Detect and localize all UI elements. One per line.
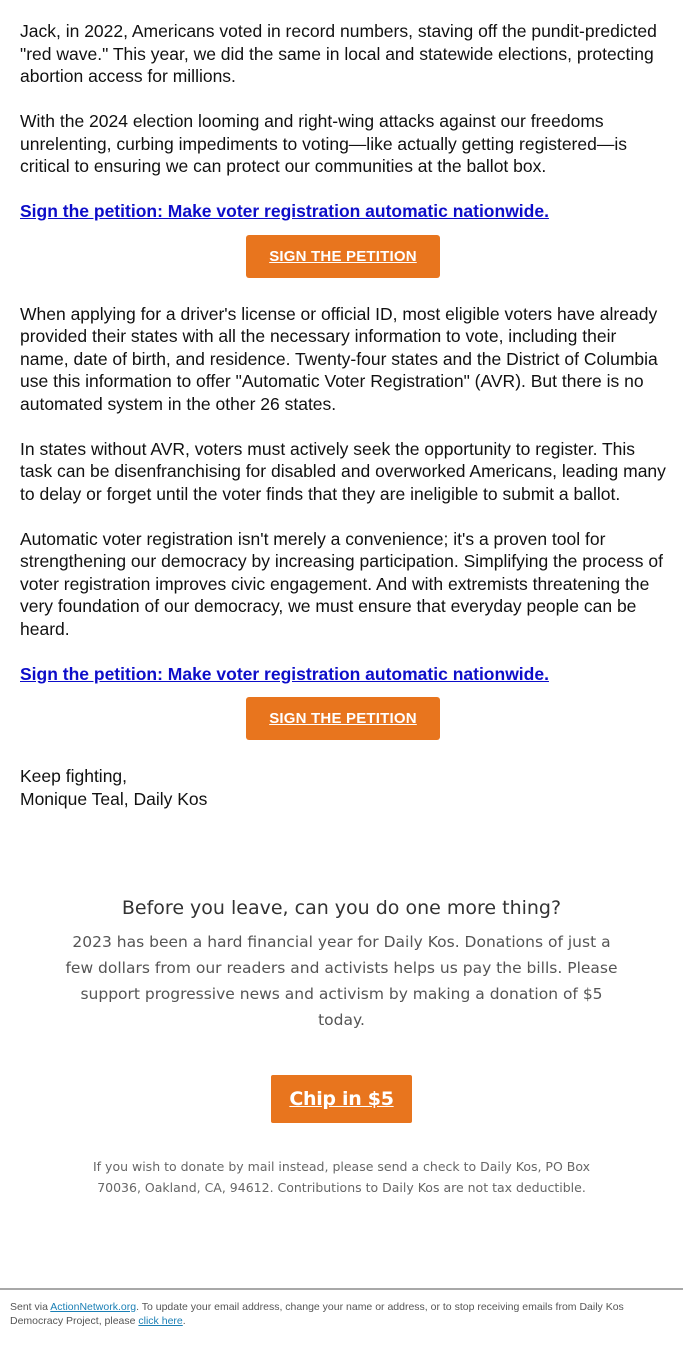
action-network-link[interactable]: ActionNetwork.org xyxy=(50,1301,137,1313)
footer-middle: . To update your email address, change your name or address, or to stop receiving emails from Daily Kos Democracy Project, please xyxy=(10,1301,624,1327)
non-avr-states-paragraph: In states without AVR, voters must actively seek the opportunity to register. This task can be disenfranchising for disabled and overworked Americans, leading many to delay or forget until the voter finds that they are ineligible to submit a ballot. xyxy=(20,438,666,504)
intro-paragraph: Jack, in 2022, Americans voted in record numbers, staving off the pundit-predicted "red wave." This year, we did the same in local and statewide elections, protecting abortion access for millions. xyxy=(20,21,657,86)
sign-petition-button-top[interactable]: SIGN THE PETITION xyxy=(246,235,440,278)
appeal-body: 2023 has been a hard financial year for Daily Kos. Donations of just a few dollars from our readers and activists helps us pay the bills. Please support progressive news and activism by making a donation of $5 today. xyxy=(65,933,618,1029)
signoff-closing: Keep fighting, xyxy=(20,766,128,786)
chip-in-button[interactable]: Chip in $5 xyxy=(271,1075,412,1123)
donation-appeal xyxy=(0,893,683,1198)
petition-button-container-bottom xyxy=(20,697,666,741)
avr-explainer-paragraph: When applying for a driver's license or official ID, most eligible voters have already provided their states with all the necessary information to vote, including their name, date of birth, and residence. Twenty-four states and the District of Columbia use this information to offer "Automatic Voter Registration" (AVR). But there is no automated system in the other 26 states. xyxy=(20,303,658,414)
sign-petition-button-bottom[interactable]: SIGN THE PETITION xyxy=(246,697,440,740)
democracy-paragraph: Automatic voter registration isn't merely a convenience; it's a proven tool for strengthening our democracy by increasing participation. Simplifying the process of voter registration improves civic engagement. And with extremists threatening the very foundation of our democracy, we must ensure that everyday people can be heard. xyxy=(20,528,663,639)
appeal-title: Before you leave, can you do one more thing? xyxy=(121,897,562,919)
petition-button-container-top xyxy=(20,235,666,279)
unsubscribe-link[interactable]: click here xyxy=(138,1315,183,1327)
signoff-author: Monique Teal, Daily Kos xyxy=(20,788,208,809)
email-footer xyxy=(0,1288,683,1328)
mail-donation-note: If you wish to donate by mail instead, please send a check to Daily Kos, PO Box 70036, Oakland, CA, 94612. Contributions to Daily Kos are not tax deductible. xyxy=(92,1159,591,1195)
context-paragraph: With the 2024 election looming and right-wing attacks against our freedoms unrelenting, curbing impediments to voting—like actually getting registered—is critical to ensuring we can protect our communities at the ballot box. xyxy=(20,111,627,176)
petition-link-top[interactable]: Sign the petition: Make voter registration automatic nationwide. xyxy=(20,201,549,221)
footer-prefix: Sent via xyxy=(10,1301,51,1313)
footer-text xyxy=(0,1290,683,1328)
email-body xyxy=(20,20,666,810)
petition-link-bottom[interactable]: Sign the petition: Make voter registration automatic nationwide. xyxy=(20,663,549,684)
footer-suffix: . xyxy=(182,1315,186,1327)
